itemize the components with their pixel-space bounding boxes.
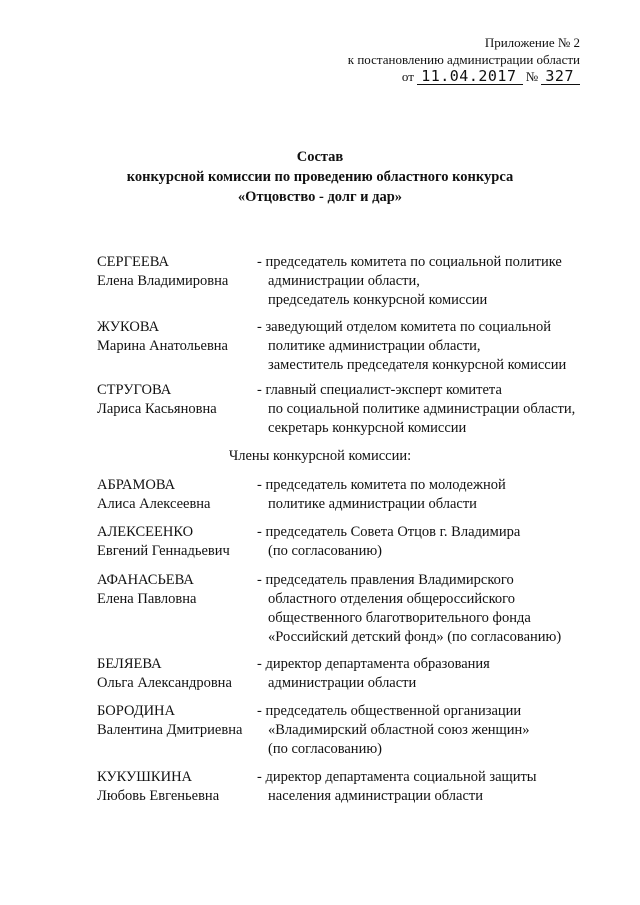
surname: БОРОДИНА xyxy=(97,703,175,719)
role-line: областного отделения общероссийского xyxy=(268,591,515,607)
role-line: «Владимирский областной союз женщин» xyxy=(268,722,530,738)
given-name: Валентина Дмитриевна xyxy=(97,722,243,738)
resolution-number: 327 xyxy=(541,68,580,85)
person-role xyxy=(257,476,597,514)
person-role xyxy=(257,381,597,438)
appendix-header xyxy=(348,34,580,85)
role-line: (по согласованию) xyxy=(268,741,382,757)
role-line: по социальной политике администрации области, xyxy=(268,401,576,417)
role-line: заместитель председателя конкурсной комиссии xyxy=(268,357,567,373)
number-label: № xyxy=(525,69,539,84)
from-label: от xyxy=(401,69,414,84)
person-role xyxy=(257,253,597,310)
given-name: Елена Владимировна xyxy=(97,273,229,289)
surname: БЕЛЯЕВА xyxy=(97,656,162,672)
title-line-3: «Отцовство - долг и дар» xyxy=(237,189,403,205)
role-line: - председатель общественной организации xyxy=(257,703,522,719)
person-name xyxy=(97,768,257,806)
role-line: - директор департамента социальной защиты xyxy=(257,769,537,785)
surname: АБРАМОВА xyxy=(97,477,176,493)
surname: СЕРГЕЕВА xyxy=(97,254,169,270)
role-line: политике администрации области, xyxy=(268,338,481,354)
person-name xyxy=(97,253,257,291)
title-line-1: Состав xyxy=(296,149,344,165)
given-name: Лариса Касьяновна xyxy=(97,401,217,417)
role-line: администрации области, xyxy=(268,273,420,289)
resolution-date: 11.04.2017 xyxy=(417,68,522,85)
surname: СТРУГОВА xyxy=(97,382,172,398)
role-line: населения администрации области xyxy=(268,788,484,804)
given-name: Марина Анатольевна xyxy=(97,338,228,354)
person-role xyxy=(257,318,597,375)
person-name xyxy=(97,318,257,356)
given-name: Алиса Алексеевна xyxy=(97,496,211,512)
role-line: секретарь конкурсной комиссии xyxy=(268,420,467,436)
surname: КУКУШКИНА xyxy=(97,769,193,785)
person-role xyxy=(257,768,597,806)
role-line: «Российский детский фонд» (по согласованию) xyxy=(268,629,562,645)
person-name xyxy=(97,571,257,609)
person-role xyxy=(257,655,597,693)
document-title xyxy=(0,147,640,207)
role-line: политике администрации области xyxy=(268,496,477,512)
given-name: Елена Павловна xyxy=(97,591,197,607)
person-name xyxy=(97,381,257,419)
person-role xyxy=(257,523,597,561)
title-line-2: конкурсной комиссии по проведению областного конкурса xyxy=(126,169,514,185)
given-name: Евгений Геннадьевич xyxy=(97,543,230,559)
role-line: администрации области xyxy=(268,675,417,691)
appendix-date-line xyxy=(348,68,580,85)
role-line: (по согласованию) xyxy=(268,543,382,559)
role-line: председатель конкурсной комиссии xyxy=(268,292,488,308)
person-name xyxy=(97,702,257,740)
members-heading: Члены конкурсной комиссии: xyxy=(228,448,412,464)
surname: АЛЕКСЕЕНКО xyxy=(97,524,194,540)
role-line: - председатель комитета по молодежной xyxy=(257,477,506,493)
role-line: - председатель правления Владимирского xyxy=(257,572,514,588)
given-name: Любовь Евгеньевна xyxy=(97,788,220,804)
surname: АФАНАСЬЕВА xyxy=(97,572,194,588)
role-line: - заведующий отделом комитета по социальной xyxy=(257,319,552,335)
appendix-resolution-ref: к постановлению администрации области xyxy=(347,52,580,67)
person-name xyxy=(97,476,257,514)
role-line: - главный специалист-эксперт комитета xyxy=(257,382,502,398)
role-line: - директор департамента образования xyxy=(257,656,490,672)
appendix-number: Приложение № 2 xyxy=(484,35,580,50)
person-role xyxy=(257,571,597,647)
given-name: Ольга Александровна xyxy=(97,675,232,691)
role-line: - председатель комитета по социальной политике xyxy=(257,254,562,270)
person-role xyxy=(257,702,597,759)
person-name xyxy=(97,655,257,693)
surname: ЖУКОВА xyxy=(97,319,160,335)
person-name xyxy=(97,523,257,561)
role-line: общественного благотворительного фонда xyxy=(268,610,531,626)
role-line: - председатель Совета Отцов г. Владимира xyxy=(257,524,521,540)
